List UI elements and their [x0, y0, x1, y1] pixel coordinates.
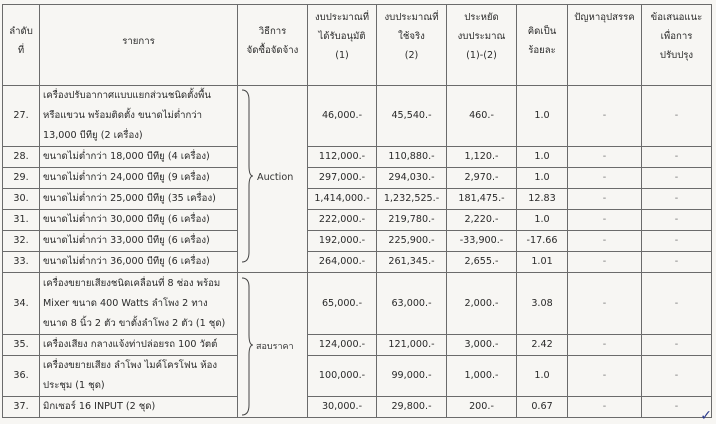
savings: 2,970.- [447, 168, 517, 189]
table-row [3, 273, 712, 335]
approved-budget: 1,414,000.- [308, 189, 377, 210]
problems: - [568, 189, 642, 210]
problems: - [568, 397, 642, 418]
header-method: วิธีการ จัดซื้อจัดจ้าง [238, 5, 308, 86]
percent: 0.67 [517, 397, 568, 418]
row-item: ขนาดไม่ต่ำกว่า 18,000 บีทียู (4 เครื่อง) [40, 147, 238, 168]
problems: - [568, 252, 642, 273]
row-item: เครื่องเสียง กลางแจ้งท่าปล่อยรถ 100 วัตต์ [40, 335, 238, 356]
row-item: เครื่องปรับอากาศแบบแยกส่วนชนิดตั้งพื้น หรือแขวน พร้อมติดตั้ง ขนาดไม่ต่ำกว่า 13,000 บีทียู (2 เครื่อง) [40, 86, 238, 147]
savings: 3,000.- [447, 335, 517, 356]
header-percent: คิดเป็น ร้อยละ [517, 5, 568, 86]
actual-budget: 1,232,525.- [377, 189, 447, 210]
approved-budget: 124,000.- [308, 335, 377, 356]
row-number: 36. [3, 356, 40, 397]
problems: - [568, 210, 642, 231]
percent: 1.0 [517, 86, 568, 147]
percent: 12.83 [517, 189, 568, 210]
table-row [3, 252, 712, 273]
table-row [3, 147, 712, 168]
suggestions: - [642, 335, 712, 356]
row-item: ขนาดไม่ต่ำกว่า 36,000 บีทียู (6 เครื่อง) [40, 252, 238, 273]
header-problems: ปัญหาอุปสรรค [568, 5, 642, 86]
savings: 200.- [447, 397, 517, 418]
row-item: เครื่องขยายเสียง ลำโพง ไมค์โครโฟน ห้อง ประชุม (1 ชุด) [40, 356, 238, 397]
suggestions: - [642, 189, 712, 210]
actual-budget: 121,000.- [377, 335, 447, 356]
actual-budget: 99,000.- [377, 356, 447, 397]
row-item: ขนาดไม่ต่ำกว่า 25,000 บีทียู (35 เครื่อง) [40, 189, 238, 210]
header-suggestions: ข้อเสนอแนะ เพื่อการ ปรับปรุง [642, 5, 712, 86]
procurement-table [2, 4, 712, 418]
table-row [3, 210, 712, 231]
approved-budget: 30,000.- [308, 397, 377, 418]
row-number: 28. [3, 147, 40, 168]
approved-budget: 65,000.- [308, 273, 377, 335]
handwritten-check-mark: ✓ [700, 408, 712, 424]
table-row [3, 189, 712, 210]
row-number: 29. [3, 168, 40, 189]
row-number: 30. [3, 189, 40, 210]
actual-budget: 294,030.- [377, 168, 447, 189]
percent: -17.66 [517, 231, 568, 252]
approved-budget: 264,000.- [308, 252, 377, 273]
percent: 1.01 [517, 252, 568, 273]
approved-budget: 46,000.- [308, 86, 377, 147]
savings: 460.- [447, 86, 517, 147]
table-row [3, 86, 712, 147]
header-row [3, 5, 712, 86]
percent: 2.42 [517, 335, 568, 356]
percent: 1.0 [517, 147, 568, 168]
approved-budget: 112,000.- [308, 147, 377, 168]
header-savings: ประหยัด งบประมาณ (1)-(2) [447, 5, 517, 86]
suggestions: - [642, 356, 712, 397]
row-number: 34. [3, 273, 40, 335]
actual-budget: 261,345.- [377, 252, 447, 273]
percent: 1.0 [517, 210, 568, 231]
savings: 2,000.- [447, 273, 517, 335]
table-row [3, 356, 712, 397]
percent: 3.08 [517, 273, 568, 335]
problems: - [568, 147, 642, 168]
method-label: Auction [257, 172, 294, 183]
percent: 1.0 [517, 356, 568, 397]
problems: - [568, 168, 642, 189]
suggestions: - [642, 168, 712, 189]
row-number: 33. [3, 252, 40, 273]
actual-budget: 29,800.- [377, 397, 447, 418]
suggestions: - [642, 210, 712, 231]
savings: 1,120.- [447, 147, 517, 168]
row-item: ขนาดไม่ต่ำกว่า 24,000 บีทียู (9 เครื่อง) [40, 168, 238, 189]
row-number: 27. [3, 86, 40, 147]
table-row [3, 397, 712, 418]
suggestions: - [642, 86, 712, 147]
row-number: 37. [3, 397, 40, 418]
row-item: ขนาดไม่ต่ำกว่า 30,000 บีทียู (6 เครื่อง) [40, 210, 238, 231]
problems: - [568, 273, 642, 335]
suggestions: - [642, 231, 712, 252]
actual-budget: 225,900.- [377, 231, 447, 252]
problems: - [568, 86, 642, 147]
method-group-auction [238, 86, 308, 273]
brace-icon [240, 88, 254, 264]
problems: - [568, 356, 642, 397]
savings: 181,475.- [447, 189, 517, 210]
savings: 2,220.- [447, 210, 517, 231]
method-label: สอบราคา [256, 342, 294, 352]
header-approved-budget: งบประมาณที่ ได้รับอนุมัติ (1) [308, 5, 377, 86]
table-row [3, 335, 712, 356]
approved-budget: 192,000.- [308, 231, 377, 252]
header-actual-budget: งบประมาณที่ ใช้จริง (2) [377, 5, 447, 86]
approved-budget: 100,000.- [308, 356, 377, 397]
header-order: ลำดับ ที่ [3, 5, 40, 86]
row-item: เครื่องขยายเสียงชนิดเคลื่อนที่ 8 ช่อง พร้อม Mixer ขนาด 400 Watts ลำโพง 2 ทาง ขนาด 8 นิ้ว 2 ตัว ขาตั้งลำโพง 2 ตัว (1 ชุด) [40, 273, 238, 335]
suggestions: - [642, 252, 712, 273]
actual-budget: 219,780.- [377, 210, 447, 231]
savings: -33,900.- [447, 231, 517, 252]
problems: - [568, 231, 642, 252]
row-number: 31. [3, 210, 40, 231]
row-number: 35. [3, 335, 40, 356]
row-number: 32. [3, 231, 40, 252]
approved-budget: 297,000.- [308, 168, 377, 189]
method-group-price-inquiry [238, 273, 308, 418]
approved-budget: 222,000.- [308, 210, 377, 231]
suggestions: - [642, 273, 712, 335]
header-item: รายการ [40, 5, 238, 86]
actual-budget: 45,540.- [377, 86, 447, 147]
brace-icon [240, 275, 254, 417]
actual-budget: 110,880.- [377, 147, 447, 168]
suggestions: - [642, 397, 712, 418]
suggestions: - [642, 147, 712, 168]
savings: 1,000.- [447, 356, 517, 397]
row-item: ขนาดไม่ต่ำกว่า 33,000 บีทียู (6 เครื่อง) [40, 231, 238, 252]
table-row [3, 168, 712, 189]
problems: - [568, 335, 642, 356]
table-row [3, 231, 712, 252]
actual-budget: 63,000.- [377, 273, 447, 335]
row-item: มิกเซอร์ 16 INPUT (2 ชุด) [40, 397, 238, 418]
savings: 2,655.- [447, 252, 517, 273]
percent: 1.0 [517, 168, 568, 189]
